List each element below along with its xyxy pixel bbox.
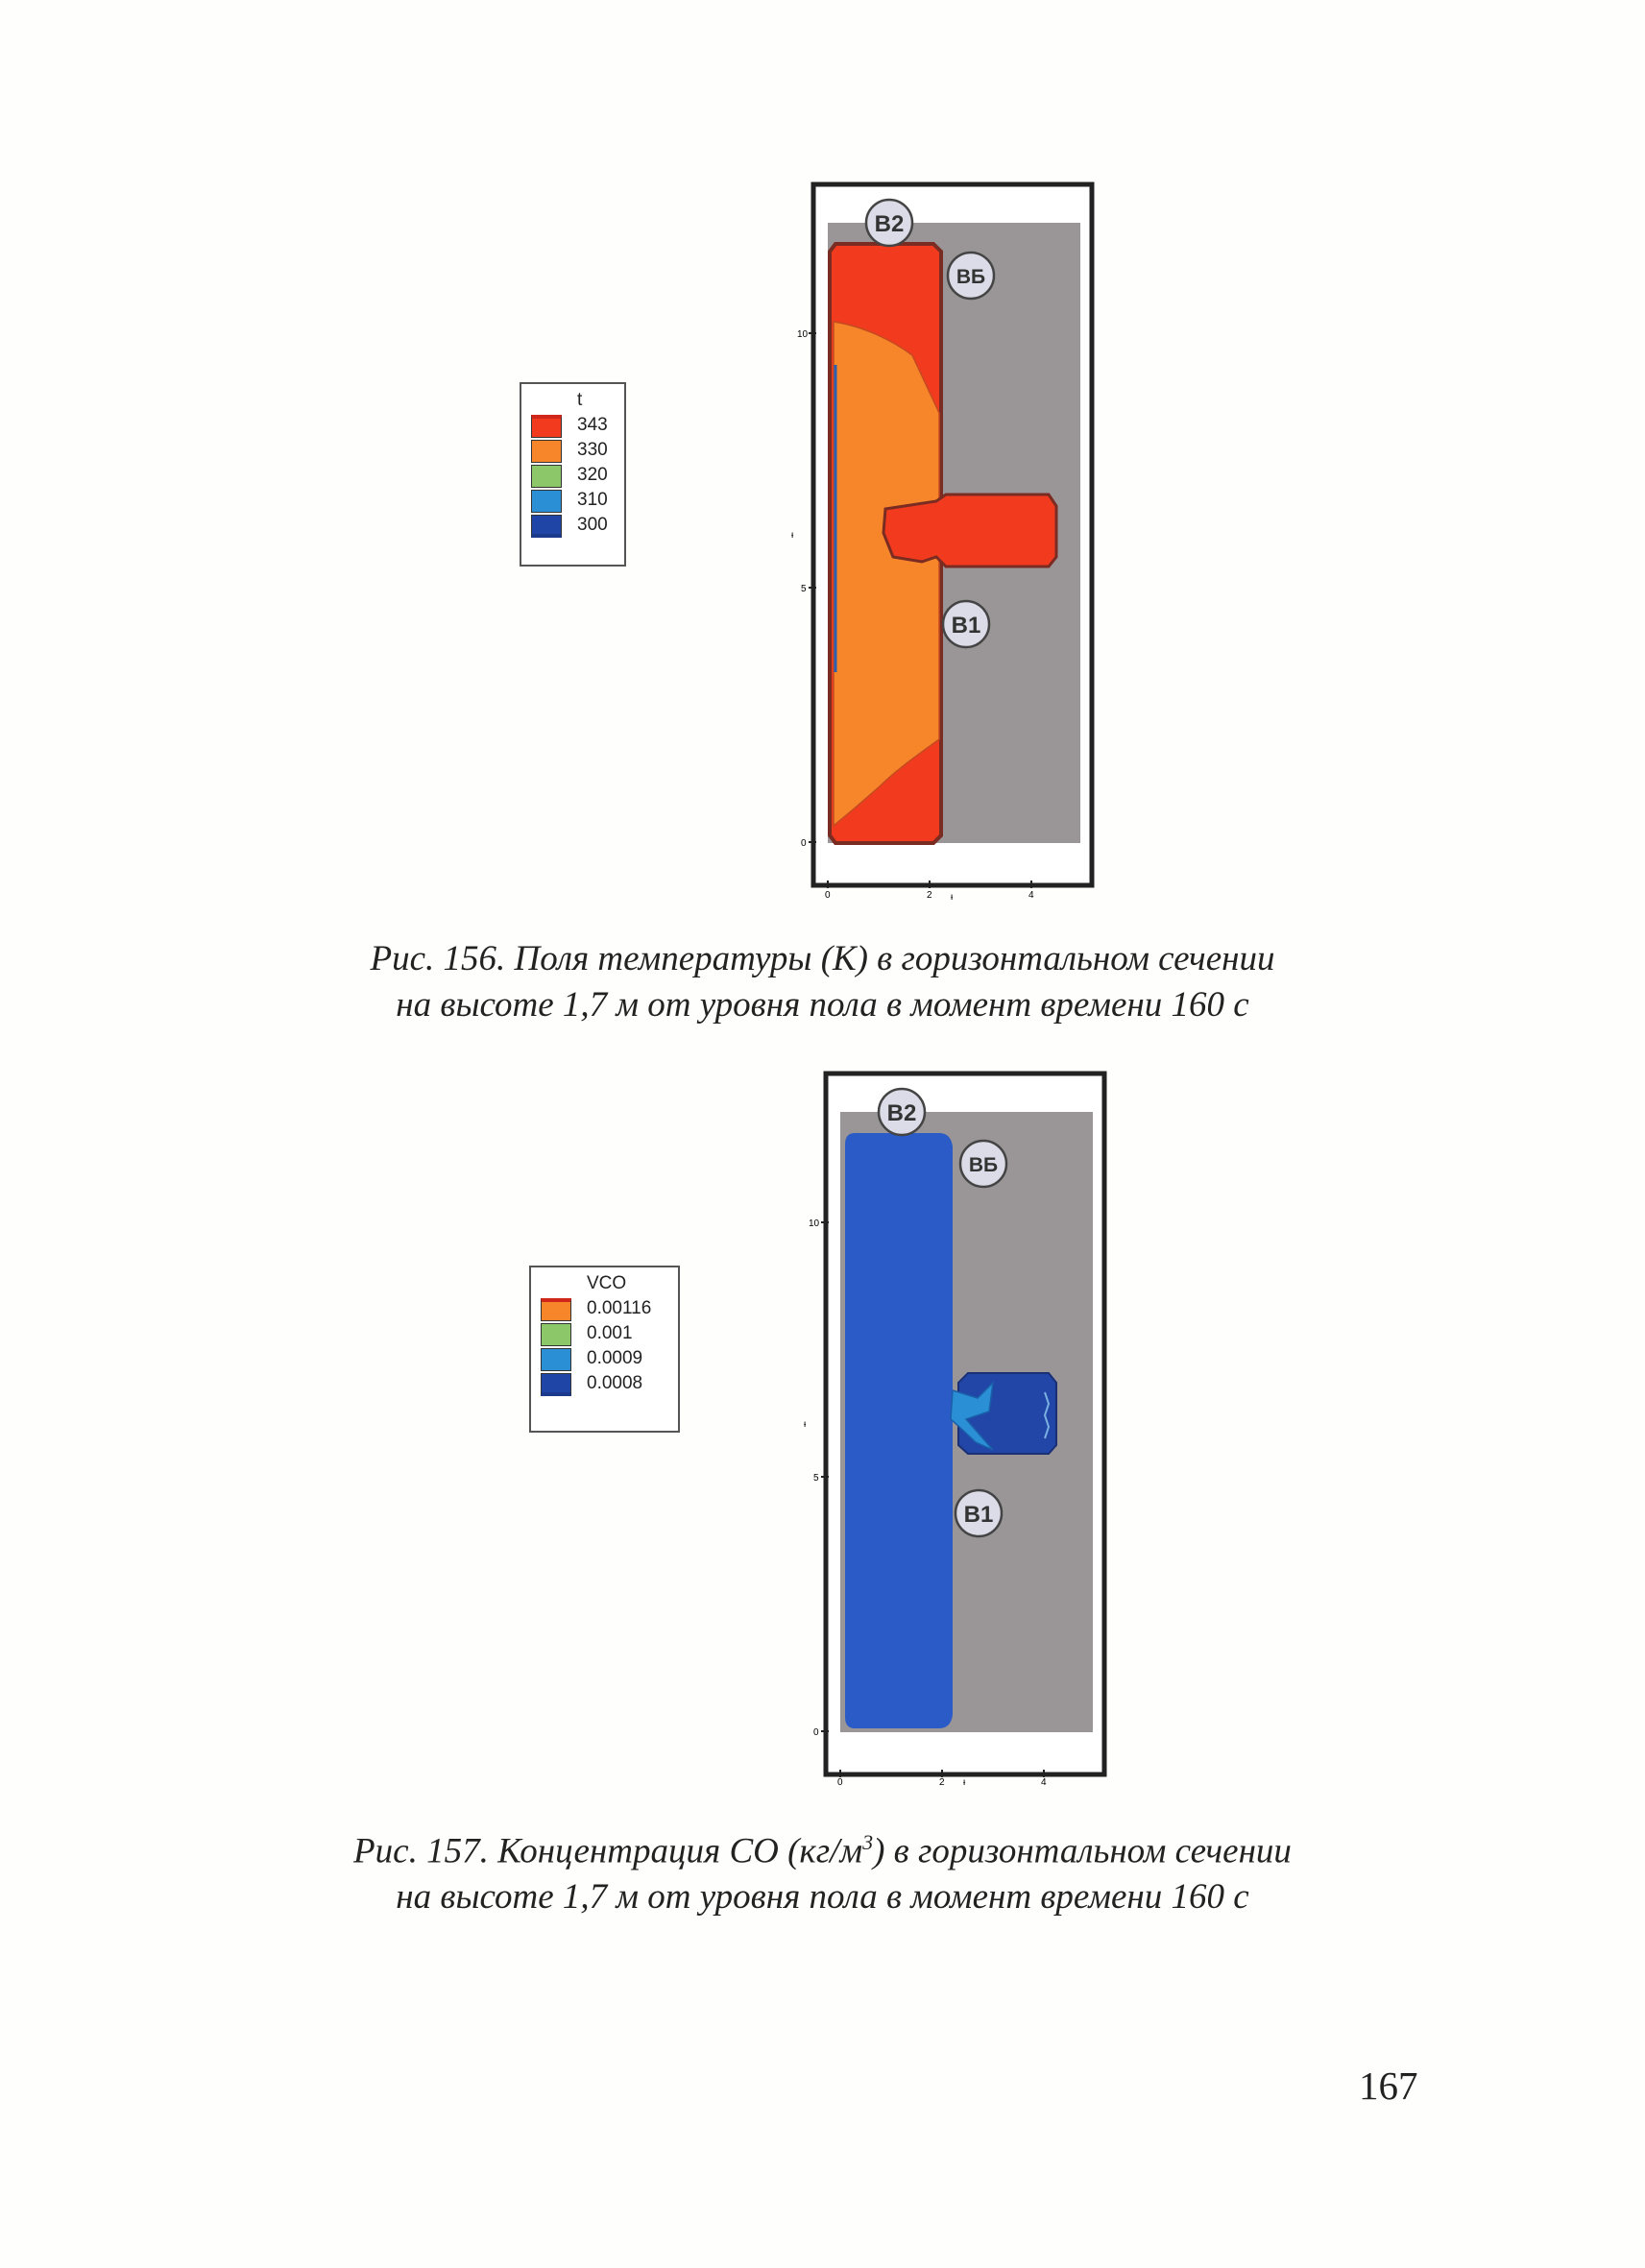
legend-label: 343 — [577, 415, 608, 435]
svg-text:В1: В1 — [963, 1502, 994, 1528]
corridor-low-co-zone — [845, 1133, 953, 1728]
legend-co-concentration — [529, 1266, 680, 1433]
legend-swatch — [541, 1298, 571, 1321]
x-tick-label: 0 — [837, 1777, 843, 1786]
x-tick-label: 4 — [1041, 1777, 1047, 1786]
legend-label: 0.0008 — [587, 1373, 643, 1393]
caption-line: на высоте 1,7 м от уровня пола в момент времени 160 с — [396, 1877, 1249, 1918]
svg-text:В1: В1 — [951, 613, 981, 639]
x-tick-label: 4 — [1028, 890, 1034, 901]
legend-temperature — [520, 382, 626, 567]
y-axis-label: ᵻ — [804, 1419, 807, 1430]
room-hot-zone — [883, 495, 1056, 567]
legend-label: 320 — [577, 465, 608, 485]
x-tick-label: 2 — [939, 1777, 945, 1786]
y-tick-label: 0 — [801, 838, 807, 849]
svg-text:В2: В2 — [874, 211, 905, 237]
x-tick-label: 2 — [927, 890, 932, 901]
legend-swatch — [531, 490, 562, 513]
caption-superscript: 3 — [862, 1830, 874, 1854]
figure-caption — [0, 1820, 1645, 1920]
y-tick-label: 10 — [809, 1218, 820, 1229]
x-tick-label: 0 — [825, 890, 831, 901]
marker-vb — [960, 1141, 1006, 1187]
x-axis-label: ᵻ — [963, 1777, 966, 1786]
legend-label: 310 — [577, 490, 608, 510]
legend-swatch — [541, 1373, 571, 1396]
y-axis-label: ᵻ — [791, 530, 794, 541]
corridor-warm-zone — [834, 322, 939, 826]
legend-title: t — [577, 390, 583, 410]
caption-text: Рис. 157. Концентрация СО (кг/м — [353, 1831, 863, 1871]
legend-swatch — [541, 1348, 571, 1371]
legend-label: 0.0009 — [587, 1348, 643, 1368]
y-tick-label: 5 — [813, 1473, 819, 1484]
legend-label: 300 — [577, 515, 608, 535]
legend-label: 0.001 — [587, 1323, 633, 1343]
caption-line: на высоте 1,7 м от уровня пола в момент времени 160 с — [396, 985, 1249, 1025]
legend-swatch — [531, 465, 562, 488]
co-concentration-plot — [797, 1056, 1143, 1786]
svg-text:ВБ: ВБ — [956, 266, 986, 288]
marker-b2 — [879, 1089, 925, 1135]
caption-line — [0, 1820, 1645, 1874]
caption-text: ) в горизонтальном сечении — [873, 1831, 1292, 1871]
legend-swatch — [531, 440, 562, 463]
legend-swatch — [531, 415, 562, 438]
marker-vb — [948, 253, 994, 299]
marker-b1 — [943, 601, 989, 647]
y-tick-label: 5 — [801, 584, 807, 594]
legend-label: 0.00116 — [587, 1298, 652, 1318]
y-tick-label: 0 — [813, 1727, 819, 1738]
y-tick-label: 10 — [797, 329, 809, 340]
figure-caption — [0, 936, 1645, 1028]
legend-label: 330 — [577, 440, 608, 460]
legend-title: VCO — [587, 1273, 627, 1293]
legend-swatch — [541, 1323, 571, 1346]
temperature-plot — [787, 173, 1133, 903]
marker-b2 — [866, 200, 912, 246]
svg-text:В2: В2 — [886, 1100, 917, 1126]
legend-swatch — [531, 515, 562, 538]
svg-text:ВБ: ВБ — [968, 1154, 999, 1176]
page-number: 167 — [1359, 2063, 1418, 2108]
x-axis-label: ᵻ — [951, 892, 954, 903]
caption-line: Рис. 156. Поля температуры (К) в горизонтальном сечении — [370, 939, 1275, 978]
marker-b1 — [956, 1490, 1002, 1536]
